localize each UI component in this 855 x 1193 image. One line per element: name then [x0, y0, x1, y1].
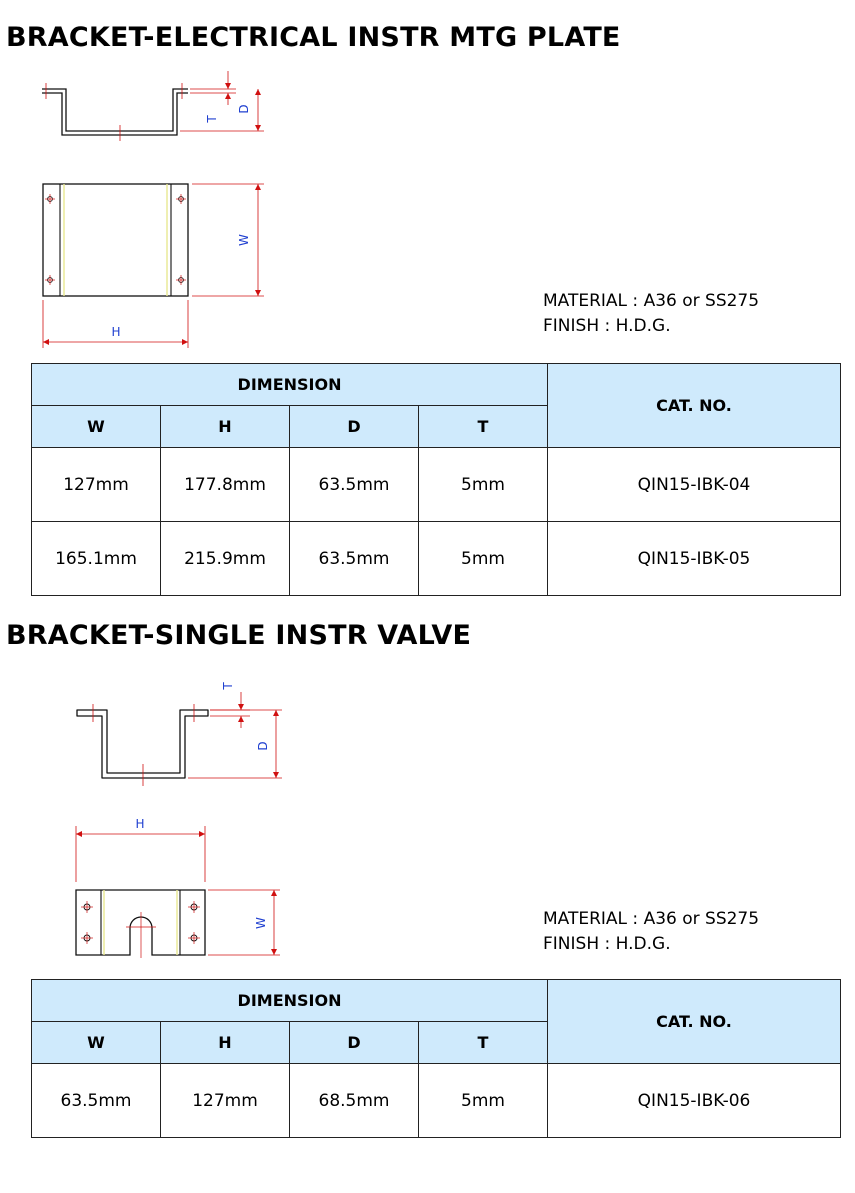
col-header-h: H — [161, 406, 290, 448]
cell-cat-no: QIN15-IBK-04 — [548, 448, 841, 522]
cell-t: 5mm — [419, 522, 548, 596]
cell-w: 127mm — [32, 448, 161, 522]
col-header-d: D — [290, 406, 419, 448]
cell-cat-no: QIN15-IBK-06 — [548, 1064, 841, 1138]
dim-label-t: T — [221, 682, 235, 690]
bracket-1-side-view — [40, 65, 280, 145]
cell-t: 5mm — [419, 1064, 548, 1138]
dim-label-d: D — [256, 741, 270, 751]
cat-no-header: CAT. NO. — [548, 364, 841, 448]
cell-t: 5mm — [419, 448, 548, 522]
cell-d: 68.5mm — [290, 1064, 419, 1138]
cell-d: 63.5mm — [290, 522, 419, 596]
finish-line: FINISH : H.D.G. — [543, 934, 671, 954]
cat-no-header: CAT. NO. — [548, 980, 841, 1064]
dimension-header: DIMENSION — [32, 364, 548, 406]
dim-label-d: D — [237, 104, 251, 114]
dim-label-h: H — [135, 817, 145, 831]
dim-label-t: T — [205, 115, 219, 123]
dim-label-w: W — [254, 917, 268, 929]
col-header-t: T — [419, 406, 548, 448]
cell-w: 63.5mm — [32, 1064, 161, 1138]
col-header-w: W — [32, 406, 161, 448]
bracket-2-top-view — [70, 812, 290, 962]
bracket-2-side-view — [72, 670, 292, 790]
table-row — [32, 522, 841, 596]
cell-cat-no: QIN15-IBK-05 — [548, 522, 841, 596]
col-header-w: W — [32, 1022, 161, 1064]
col-header-d: D — [290, 1022, 419, 1064]
cell-h: 215.9mm — [161, 522, 290, 596]
cell-h: 127mm — [161, 1064, 290, 1138]
material-line: MATERIAL : A36 or SS275 — [543, 291, 760, 311]
dim-label-w: W — [237, 234, 251, 246]
cell-h: 177.8mm — [161, 448, 290, 522]
section-1-title: BRACKET-ELECTRICAL INSTR MTG PLATE — [6, 22, 621, 53]
material-spec-1 — [543, 289, 759, 339]
table-row — [32, 1064, 841, 1138]
col-header-t: T — [419, 1022, 548, 1064]
dimension-header: DIMENSION — [32, 980, 548, 1022]
table-row — [32, 448, 841, 522]
material-spec-2 — [543, 907, 759, 957]
material-line: MATERIAL : A36 or SS275 — [543, 909, 760, 929]
finish-line: FINISH : H.D.G. — [543, 316, 671, 336]
cell-w: 165.1mm — [32, 522, 161, 596]
bracket-1-top-view — [38, 178, 278, 350]
col-header-h: H — [161, 1022, 290, 1064]
cell-d: 63.5mm — [290, 448, 419, 522]
section-2-title: BRACKET-SINGLE INSTR VALVE — [6, 620, 472, 651]
dimension-table-2 — [31, 979, 841, 1138]
dim-label-h: H — [111, 325, 121, 339]
dimension-table-1 — [31, 363, 841, 596]
